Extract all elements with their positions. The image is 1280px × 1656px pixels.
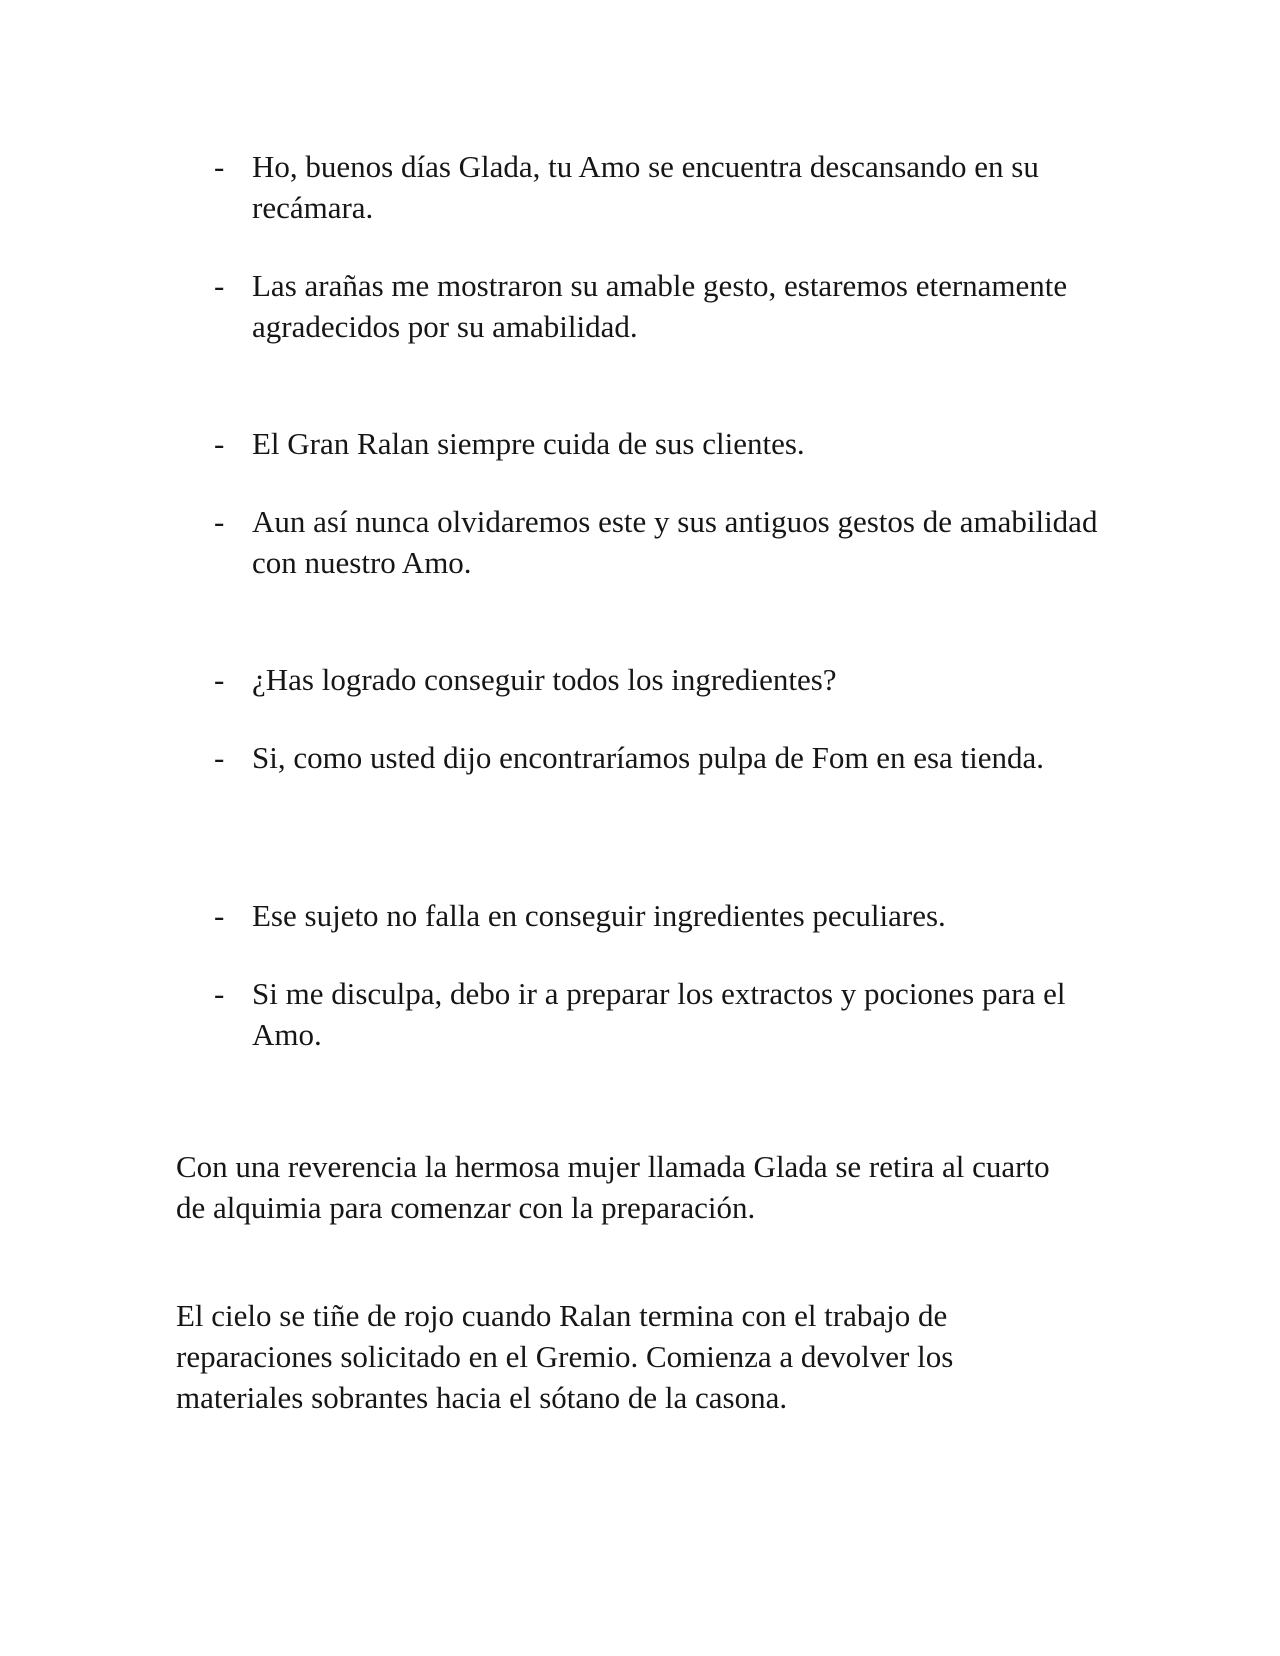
dialogue-text: Si, como usted dijo encontraríamos pulpa de Fom en esa tienda.	[252, 740, 1045, 775]
dialogue-line	[214, 973, 1114, 1055]
dialogue-dash: -	[214, 662, 225, 697]
dialogue-text: Si me disculpa, debo ir a preparar los extractos y pociones para el Amo.	[252, 976, 1066, 1052]
dialogue-text: El Gran Ralan siempre cuida de sus clientes.	[252, 426, 805, 461]
dialogue-text: Ho, buenos días Glada, tu Amo se encuentra descansando en su recámara.	[252, 149, 1039, 225]
narration-paragraph: Con una reverencia la hermosa mujer llamada Glada se retira al cuarto de alquimia para comenzar con la preparación.	[176, 1149, 1050, 1225]
dialogue-dash: -	[214, 504, 225, 539]
dialogue-line	[214, 146, 1114, 228]
dialogue-line	[214, 895, 1114, 936]
narration-paragraph: El cielo se tiñe de rojo cuando Ralan termina con el trabajo de reparaciones solicitado en el Gremio. Comienza a devolver los materiales sobrantes hacia el sótano de la casona.	[176, 1298, 954, 1415]
dialogue-dash: -	[214, 898, 225, 933]
dialogue-line	[214, 737, 1114, 778]
dialogue-text: Las arañas me mostraron su amable gesto, estaremos eternamente agradecidos por su amabilidad.	[252, 268, 1068, 344]
dialogue-dash: -	[214, 268, 225, 303]
dialogue-line	[214, 501, 1114, 583]
dialogue-dash: -	[214, 976, 225, 1011]
dialogue-dash: -	[214, 740, 225, 775]
dialogue-dash: -	[214, 149, 225, 184]
dialogue-line	[214, 659, 1114, 700]
dialogue-line	[214, 423, 1114, 464]
dialogue-text: Ese sujeto no falla en conseguir ingredientes peculiares.	[252, 898, 946, 933]
dialogue-text: ¿Has logrado conseguir todos los ingredientes?	[252, 662, 837, 697]
dialogue-dash: -	[214, 426, 225, 461]
dialogue-line	[214, 265, 1114, 347]
dialogue-text: Aun así nunca olvidaremos este y sus antiguos gestos de amabilidad con nuestro Amo.	[252, 504, 1098, 580]
